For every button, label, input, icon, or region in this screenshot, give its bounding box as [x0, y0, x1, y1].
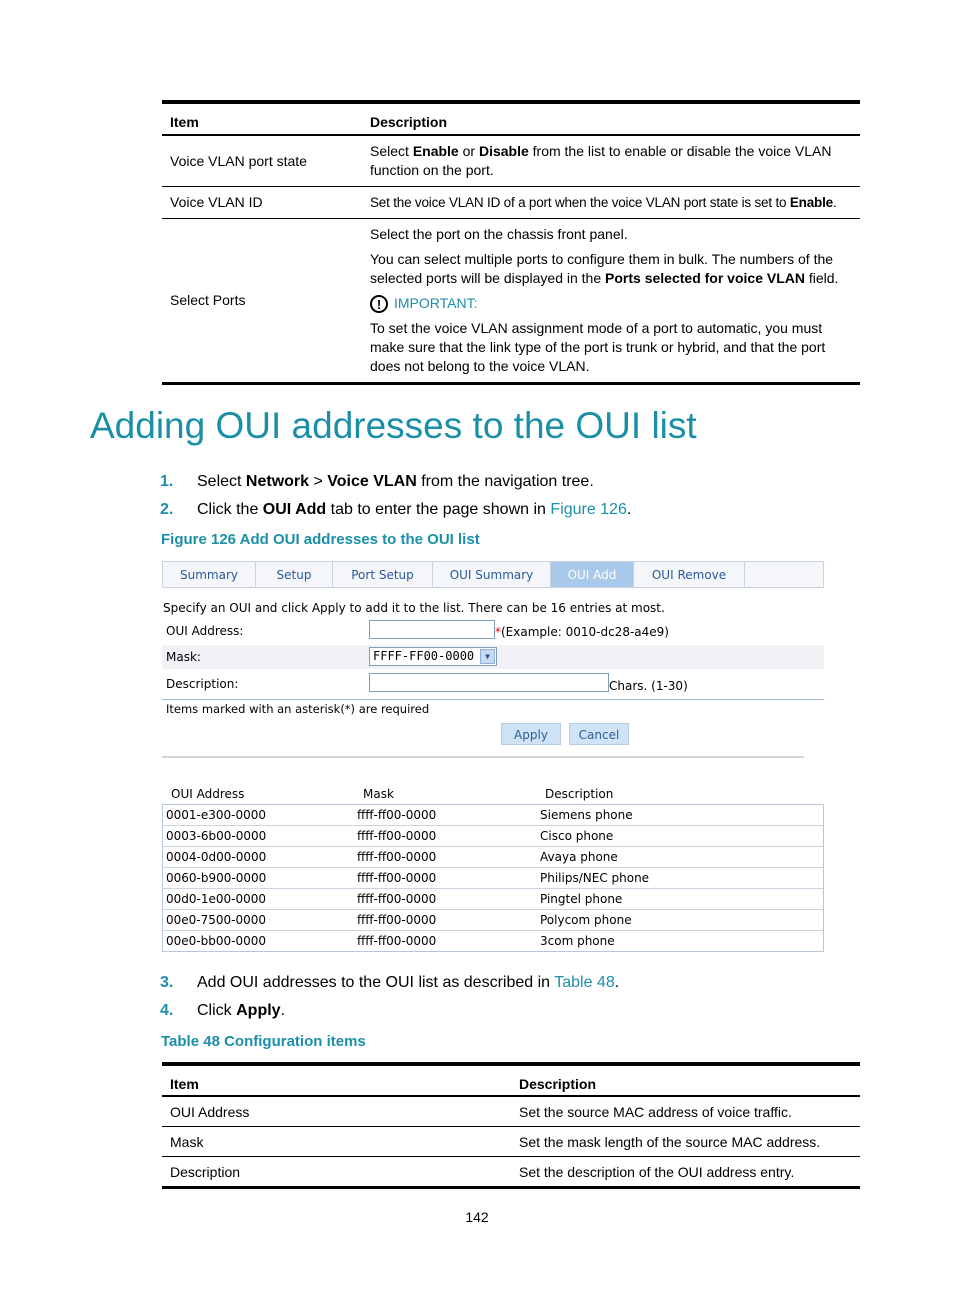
table-header-description: Description — [362, 102, 860, 135]
mask-select[interactable] — [369, 647, 497, 666]
description-hint: Chars. (1-30) — [609, 679, 688, 693]
step-3: 3. Add OUI addresses to the OUI list as described in Table 48. — [160, 974, 620, 991]
table-row: 0003-6b00-0000 ffff-ff00-0000 Cisco phone — [163, 826, 823, 847]
section-divider — [162, 756, 804, 758]
description-input[interactable] — [369, 673, 609, 692]
table-link[interactable]: Table 48 — [554, 974, 615, 991]
col-description: Description — [545, 787, 614, 801]
page-number: 142 — [465, 1209, 489, 1225]
table-header-item: Item — [162, 1064, 511, 1096]
tab-summary[interactable]: Summary — [163, 562, 256, 587]
important-icon: ! — [370, 295, 388, 313]
instruction-text: Specify an OUI and click Apply to add it to the list. There can be 16 entries at most. — [163, 601, 665, 615]
table-row: 0004-0d00-0000 ffff-ff00-0000 Avaya phone — [163, 847, 823, 868]
important-label: IMPORTANT: — [394, 295, 478, 311]
voice-vlan-port-table — [162, 100, 860, 385]
figure-link[interactable]: Figure 126 — [550, 501, 627, 518]
required-note: Items marked with an asterisk(*) are required — [166, 702, 430, 716]
oui-add-screenshot — [162, 561, 824, 948]
row-description: Set the voice VLAN ID of a port when the voice VLAN port state is set to Enable. — [362, 187, 860, 219]
row-description: Select Enable or Disable from the list to enable or disable the voice VLAN function on the port. — [370, 143, 832, 178]
oui-list — [162, 784, 824, 952]
table-row — [162, 135, 860, 187]
apply-button[interactable]: Apply — [501, 723, 561, 745]
row-item: Voice VLAN ID — [162, 187, 362, 219]
configuration-items-table — [162, 1062, 860, 1189]
section-title: Adding OUI addresses to the OUI list — [90, 405, 697, 446]
tab-port-setup[interactable]: Port Setup — [333, 562, 433, 587]
mask-select-value: FFFF-FF00-0000 — [373, 649, 475, 663]
table-row: 00e0-bb00-0000 ffff-ff00-0000 3com phone — [166, 934, 615, 948]
figure-caption: Figure 126 Add OUI addresses to the OUI list — [161, 531, 480, 548]
step-1: 1. Select Network > Voice VLAN from the navigation tree. — [160, 473, 594, 490]
mask-label: Mask: — [166, 650, 201, 664]
table-row — [162, 219, 860, 384]
description-label: Description: — [166, 677, 239, 691]
table-caption: Table 48 Configuration items — [161, 1033, 366, 1050]
oui-address-row — [162, 619, 824, 643]
mask-row — [162, 645, 824, 669]
description-row — [162, 672, 824, 696]
tab-bar — [162, 561, 824, 588]
tab-oui-add[interactable]: OUI Add — [551, 562, 634, 587]
col-mask: Mask — [363, 787, 394, 801]
oui-address-hint: *(Example: 0010-dc28-a4e9) — [495, 625, 669, 639]
chevron-down-icon[interactable]: ▼ — [480, 649, 495, 664]
cancel-button[interactable]: Cancel — [569, 723, 629, 745]
tab-oui-summary[interactable]: OUI Summary — [433, 562, 551, 587]
table-row: Mask Set the mask length of the source MAC address. — [162, 1127, 860, 1157]
form-divider — [162, 699, 824, 700]
row-item: Voice VLAN port state — [170, 152, 307, 169]
step-2: 2. Click the OUI Add tab to enter the page shown in Figure 126. — [160, 501, 632, 518]
oui-address-label: OUI Address: — [166, 624, 244, 638]
table-row: 00e0-7500-0000 ffff-ff00-0000 Polycom phone — [163, 910, 823, 931]
oui-list-body — [162, 804, 824, 952]
tab-oui-remove[interactable]: OUI Remove — [634, 562, 745, 587]
table-row: 0060-b900-0000 ffff-ff00-0000 Philips/NEC phone — [163, 868, 823, 889]
table-row: OUI Address Set the source MAC address of voice traffic. — [170, 1103, 792, 1120]
row-item: Select Ports — [162, 219, 362, 384]
col-oui-address: OUI Address — [171, 787, 245, 801]
step-4: 4. Click Apply. — [160, 1002, 286, 1019]
tab-setup[interactable]: Setup — [256, 562, 333, 587]
table-header-description: Description — [511, 1064, 860, 1096]
oui-list-header — [162, 784, 824, 804]
table-header-item: Item — [162, 102, 362, 135]
table-row: Description Set the description of the OUI address entry. — [162, 1157, 860, 1188]
row-description: Select the port on the chassis front panel. You can select multiple ports to configure them in bulk. The numbers of the selected ports will be displayed in the Ports selected for voice VLAN field. ! IMPORTANT: To set the voice VLAN assignment mode of a port to automatic, you must make sure that the link type of the port is trunk or hybrid, and that the port does not belong to the voice VLAN. — [362, 219, 860, 384]
table-row: 0001-e300-0000 ffff-ff00-0000 Siemens phone — [163, 805, 823, 826]
table-row: 00d0-1e00-0000 ffff-ff00-0000 Pingtel phone — [163, 889, 823, 910]
oui-address-input[interactable] — [369, 620, 495, 639]
table-row — [162, 187, 860, 219]
